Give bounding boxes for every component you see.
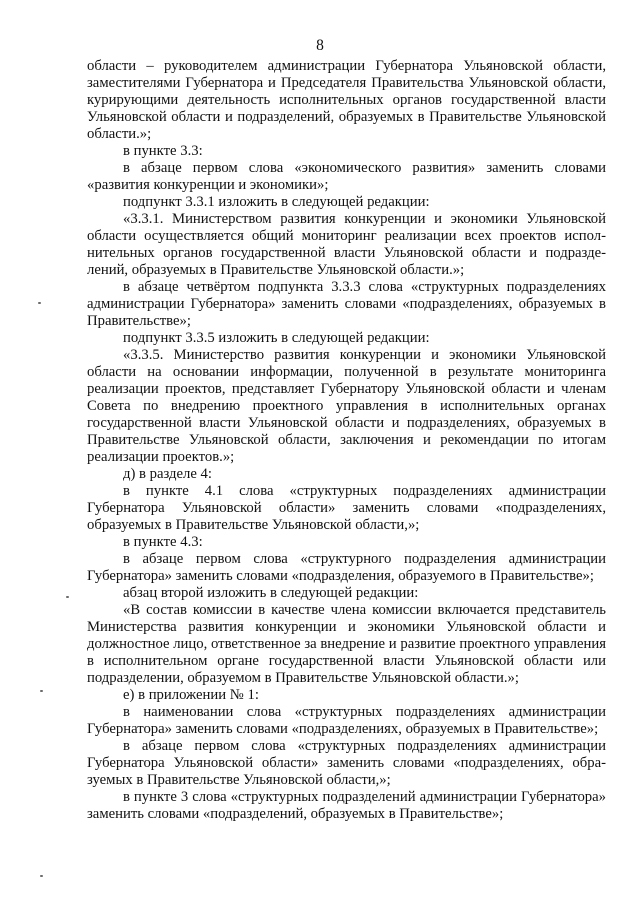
- scan-speck: [40, 690, 43, 692]
- scan-speck: [40, 875, 43, 877]
- paragraph-continuation: области – руководителем администрации Губернатора Ульяновской области, заместителями Губернатора и Председателя Правительства Ульяновской области, курирующими деятельность исполнительных органов государственной власти Ульяновской области и подразделений, образуемых в Правительстве Ульяновской области.»;: [87, 58, 606, 142]
- paragraph-section-4: д) в разделе 4:: [123, 466, 212, 482]
- scan-speck: [66, 596, 69, 598]
- paragraph-appendix-first-abzac: в абзаце первом слова «структурных подразделениях администрации Губернатора Ульяновской области» заменить словами «подразделениях, образуемых в Правительстве Ульяновской области,»;: [87, 738, 606, 788]
- paragraph-appendix-item-3: в пункте 3 слова «структурных подразделений администрации Губернатора» заменить словами «подразделений, образуемых в Правительстве»;: [87, 789, 606, 822]
- document-body: [87, 58, 606, 823]
- paragraph-4-3-first-abzac: в абзаце первом слова «структурного подразделения администрации Губернатора» заменить словами «подразделения, образуемого в Правительстве»;: [87, 551, 606, 584]
- paragraph-4-3-second-abzac-heading: абзац второй изложить в следующей редакции:: [123, 585, 419, 601]
- paragraph-subitem-3-3-1-text: «3.3.1. Министерством развития конкуренции и экономики Ульяновской области осуществляется общий мониторинг реализации всех проектов исполнительных органов государственной власти Ульяновской области и подразделений, образуемых в Правительстве Ульяновской области.»;: [87, 211, 606, 278]
- page-number: 8: [316, 37, 324, 54]
- paragraph-subitem-3-3-5-heading: подпункт 3.3.5 изложить в следующей редакции:: [123, 330, 430, 346]
- paragraph-appendix-title: в наименовании слова «структурных подразделениях администрации Губернатора» заменить словами «подразделениях, образуемых в Правительстве»;: [87, 704, 606, 737]
- paragraph-4-3-second-abzac-text: «В состав комиссии в качестве члена комиссии включается представитель Министерства развития конкуренции и экономики Ульяновской области и должностное лицо, ответственное за внедрение и развитие проектного управления в исполнительном органе государственной власти Ульяновской области или подразделении, образуемом в Правительстве Ульяновской области.»;: [87, 602, 606, 686]
- paragraph-item-4-1: в пункте 4.1 слова «структурных подразделениях администрации Губернатора Ульяновской области» заменить словами «подразделениях, образуемых в Правительстве Ульяновской области,»;: [87, 483, 606, 533]
- scan-speck: [38, 302, 41, 304]
- paragraph-appendix-1: е) в приложении № 1:: [123, 687, 259, 703]
- paragraph-subitem-3-3-5-text: «3.3.5. Министерство развития конкуренции и экономики Ульяновской области на основании информации, полученной в результате мониторинга реализации проектов, представляет Губернатору Ульяновской области и членам Совета по внедрению проектного управления в исполнительных органах государственной власти Ульяновской области и подразделениях, образуемых в Правительстве Ульяновской области, заключения и рекомендации по итогам реализации проектов.»;: [87, 347, 606, 465]
- paragraph-item-4-3: в пункте 4.3:: [123, 534, 203, 550]
- paragraph-3-3-first-abzac: в абзаце первом слова «экономического развития» заменить словами «развития конкуренции и экономики»;: [87, 160, 606, 193]
- paragraph-subitem-3-3-3: в абзаце четвёртом подпункта 3.3.3 слова «структурных подразделениях администрации Губернатора» заменить словами «подразделениях, образуемых в Правительстве»;: [87, 279, 606, 329]
- paragraph-item-3-3: в пункте 3.3:: [123, 143, 203, 159]
- paragraph-subitem-3-3-1-heading: подпункт 3.3.1 изложить в следующей редакции:: [123, 194, 430, 210]
